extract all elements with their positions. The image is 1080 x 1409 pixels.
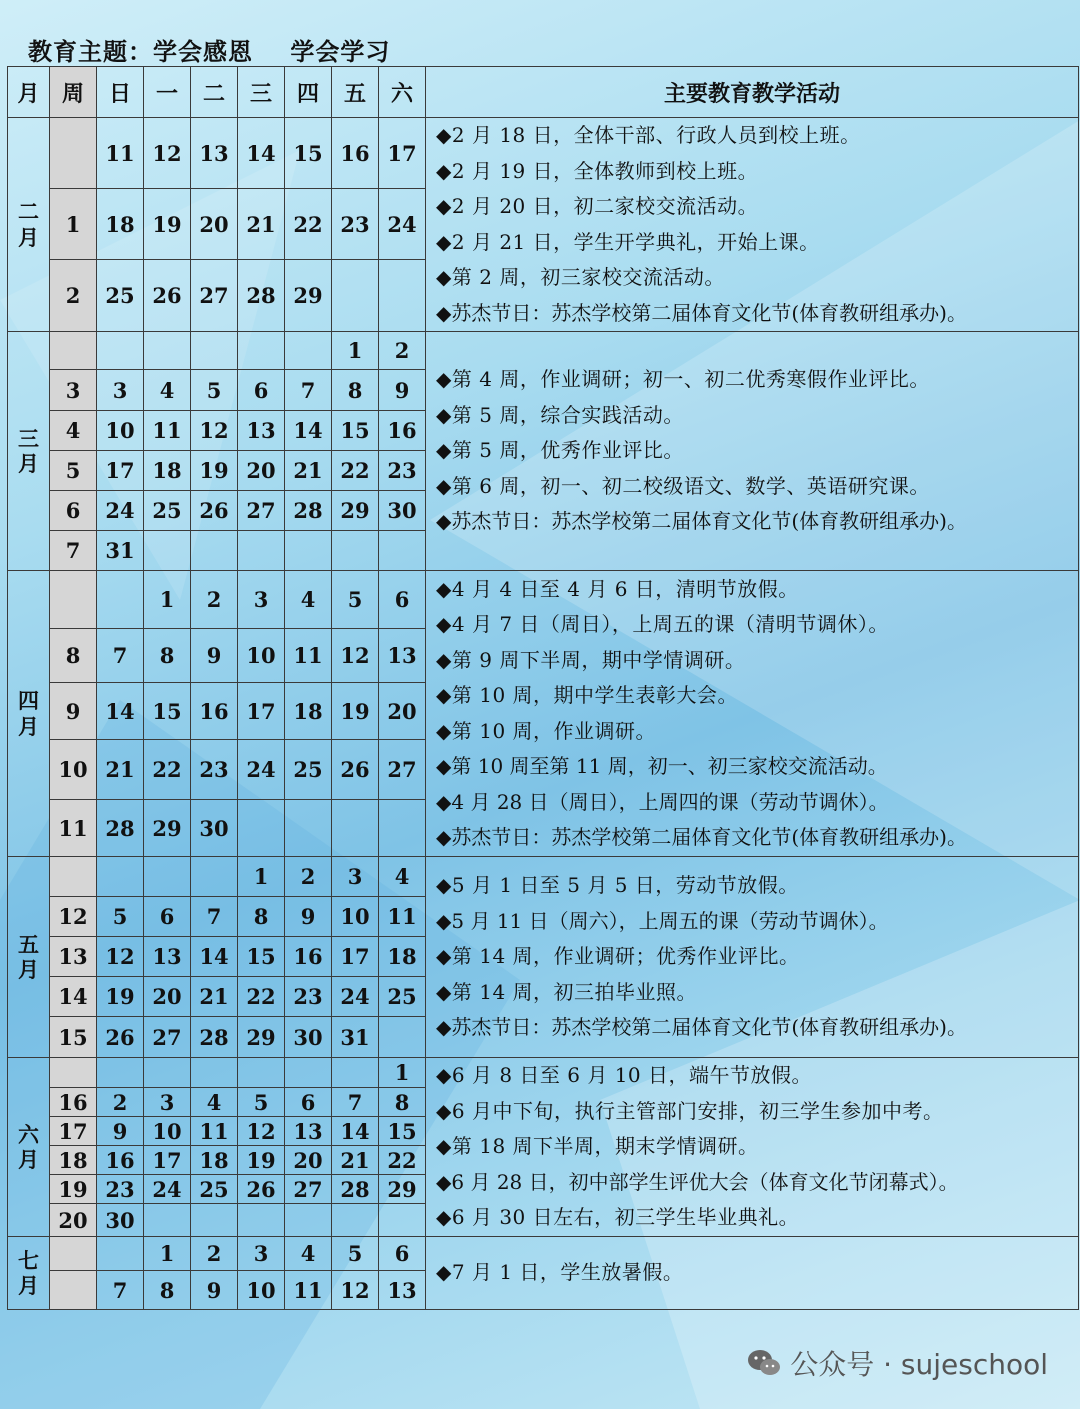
activity-item: ◆第 5 周，综合实践活动。 <box>436 402 684 427</box>
week-number: 16 <box>50 1088 97 1117</box>
day-cell: 3 <box>238 571 285 629</box>
watermark <box>746 1343 1048 1383</box>
day-cell: 15 <box>144 683 191 740</box>
day-cell: 14 <box>238 118 285 189</box>
day-cell: 27 <box>285 1175 332 1204</box>
week-number: 15 <box>50 1017 97 1058</box>
activity-item: ◆6 月 8 日至 6 月 10 日，端午节放假。 <box>436 1063 813 1088</box>
activity-item: ◆第 9 周下半周，期中学情调研。 <box>436 647 746 672</box>
month-label: 五 月 <box>8 857 50 1058</box>
activity-item: ◆7 月 1 日，学生放暑假。 <box>436 1260 684 1285</box>
day-cell: 4 <box>285 571 332 629</box>
week-number: 9 <box>50 683 97 740</box>
day-cell: 6 <box>379 1237 426 1271</box>
day-cell: 23 <box>97 1175 144 1204</box>
day-cell <box>97 1237 144 1271</box>
day-cell: 14 <box>332 1117 379 1146</box>
day-cell: 29 <box>332 491 379 531</box>
day-cell: 21 <box>285 451 332 491</box>
day-cell: 3 <box>144 1088 191 1117</box>
day-cell <box>97 857 144 897</box>
week-number <box>50 857 97 897</box>
day-cell: 28 <box>97 800 144 857</box>
day-cell: 11 <box>97 118 144 189</box>
day-cell: 12 <box>144 118 191 189</box>
day-cell: 12 <box>332 1271 379 1310</box>
day-cell: 18 <box>379 937 426 977</box>
day-cell: 27 <box>238 491 285 531</box>
header-row <box>8 67 1079 118</box>
activity-item: ◆第 18 周下半周，期末学情调研。 <box>436 1134 759 1159</box>
week-number: 7 <box>50 531 97 571</box>
day-cell <box>332 1204 379 1237</box>
day-cell: 30 <box>285 1017 332 1058</box>
day-cell: 14 <box>191 937 238 977</box>
day-cell: 6 <box>144 897 191 937</box>
activity-item: ◆4 月 4 日至 4 月 6 日，清明节放假。 <box>436 576 799 601</box>
activity-item: ◆第 4 周，作业调研；初一、初二优秀寒假作业评比。 <box>436 367 930 392</box>
day-cell: 29 <box>379 1175 426 1204</box>
day-cell: 16 <box>379 411 426 451</box>
day-cell <box>191 857 238 897</box>
day-cell: 12 <box>97 937 144 977</box>
day-cell: 13 <box>285 1117 332 1146</box>
day-cell: 28 <box>191 1017 238 1058</box>
day-cell: 22 <box>238 977 285 1017</box>
activity-item: ◆2 月 19 日，全体教师到校上班。 <box>436 158 759 183</box>
day-cell: 17 <box>144 1146 191 1175</box>
activity-item: ◆4 月 7 日（周日），上周五的课（清明节调休）。 <box>436 612 889 636</box>
day-cell <box>285 332 332 370</box>
day-cell <box>379 531 426 571</box>
day-cell: 26 <box>332 740 379 800</box>
day-cell: 15 <box>285 118 332 189</box>
day-cell: 21 <box>332 1146 379 1175</box>
day-cell: 10 <box>238 629 285 683</box>
day-cell <box>191 1058 238 1088</box>
month-label: 二 月 <box>8 118 50 332</box>
header-day: 二 <box>191 67 238 118</box>
day-cell: 16 <box>332 118 379 189</box>
activities-cell <box>426 1058 1079 1237</box>
day-cell: 19 <box>238 1146 285 1175</box>
day-cell: 7 <box>191 897 238 937</box>
day-cell <box>379 260 426 332</box>
day-cell: 11 <box>285 1271 332 1310</box>
activity-item: ◆苏杰节日：苏杰学校第二届体育文化节(体育教研组承办)。 <box>436 300 967 325</box>
activity-item: ◆6 月 30 日左右，初三学生毕业典礼。 <box>436 1205 800 1230</box>
week-number: 18 <box>50 1146 97 1175</box>
day-cell: 8 <box>238 897 285 937</box>
calendar-week-row <box>8 571 1079 629</box>
activity-item: ◆第 10 周至第 11 周，初一、初三家校交流活动。 <box>436 754 888 778</box>
activity-item: ◆2 月 20 日，初二家校交流活动。 <box>436 194 759 218</box>
day-cell: 28 <box>332 1175 379 1204</box>
day-cell <box>97 332 144 370</box>
day-cell: 8 <box>379 1088 426 1117</box>
day-cell: 21 <box>97 740 144 800</box>
day-cell: 1 <box>238 857 285 897</box>
month-label: 七 月 <box>8 1237 50 1310</box>
day-cell: 3 <box>332 857 379 897</box>
day-cell: 6 <box>285 1088 332 1117</box>
day-cell: 13 <box>379 629 426 683</box>
day-cell: 19 <box>97 977 144 1017</box>
day-cell: 20 <box>379 683 426 740</box>
day-cell: 21 <box>191 977 238 1017</box>
watermark-text: 公众号 · sujeschool <box>790 1348 1048 1381</box>
day-cell: 29 <box>144 800 191 857</box>
day-cell: 2 <box>97 1088 144 1117</box>
theme-title: 教育主题：学会感恩 学会学习 <box>28 38 391 66</box>
day-cell <box>238 800 285 857</box>
week-number <box>50 332 97 370</box>
day-cell: 29 <box>238 1017 285 1058</box>
day-cell <box>379 800 426 857</box>
day-cell: 9 <box>285 897 332 937</box>
day-cell: 18 <box>191 1146 238 1175</box>
day-cell: 30 <box>379 491 426 531</box>
day-cell <box>379 1017 426 1058</box>
day-cell: 9 <box>191 1271 238 1310</box>
day-cell: 25 <box>379 977 426 1017</box>
activity-item: ◆4 月 28 日（周日），上周四的课（劳动节调休）。 <box>436 789 889 814</box>
day-cell: 10 <box>238 1271 285 1310</box>
day-cell: 13 <box>379 1271 426 1310</box>
day-cell: 12 <box>191 411 238 451</box>
week-number: 3 <box>50 370 97 411</box>
header-day: 日 <box>97 67 144 118</box>
day-cell: 25 <box>144 491 191 531</box>
activity-item: ◆第 14 周，作业调研；优秀作业评比。 <box>436 944 800 969</box>
day-cell: 1 <box>144 1237 191 1271</box>
header-day: 四 <box>285 67 332 118</box>
activity-item: ◆第 10 周，期中学生表彰大会。 <box>436 683 739 707</box>
activity-item: ◆第 5 周，优秀作业评比。 <box>436 438 684 463</box>
day-cell: 30 <box>191 800 238 857</box>
day-cell: 11 <box>191 1117 238 1146</box>
day-cell <box>285 800 332 857</box>
day-cell: 31 <box>97 531 144 571</box>
day-cell: 20 <box>238 451 285 491</box>
activity-item: ◆第 6 周，初一、初二校级语文、数学、英语研究课。 <box>436 473 930 498</box>
day-cell: 26 <box>191 491 238 531</box>
day-cell <box>97 571 144 629</box>
day-cell <box>332 1058 379 1088</box>
activity-item: ◆5 月 11 日（周六），上周五的课（劳动节调休）。 <box>436 908 889 933</box>
day-cell: 15 <box>332 411 379 451</box>
week-number: 11 <box>50 800 97 857</box>
day-cell: 9 <box>191 629 238 683</box>
day-cell: 17 <box>332 937 379 977</box>
day-cell: 9 <box>97 1117 144 1146</box>
week-number: 12 <box>50 897 97 937</box>
day-cell: 2 <box>191 571 238 629</box>
day-cell: 27 <box>379 740 426 800</box>
day-cell: 8 <box>144 1271 191 1310</box>
day-cell: 17 <box>238 683 285 740</box>
day-cell: 22 <box>379 1146 426 1175</box>
activities-cell <box>426 1237 1079 1310</box>
day-cell: 9 <box>379 370 426 411</box>
day-cell: 22 <box>285 189 332 260</box>
activity-item: ◆2 月 18 日，全体干部、行政人员到校上班。 <box>436 123 861 147</box>
day-cell <box>238 1204 285 1237</box>
day-cell: 5 <box>332 571 379 629</box>
day-cell: 15 <box>379 1117 426 1146</box>
day-cell: 23 <box>191 740 238 800</box>
day-cell: 12 <box>238 1117 285 1146</box>
week-number: 4 <box>50 411 97 451</box>
day-cell: 21 <box>238 189 285 260</box>
day-cell: 14 <box>97 683 144 740</box>
day-cell: 5 <box>97 897 144 937</box>
activities-cell <box>426 332 1079 571</box>
week-number <box>50 1058 97 1088</box>
day-cell: 7 <box>332 1088 379 1117</box>
day-cell: 12 <box>332 629 379 683</box>
day-cell: 22 <box>144 740 191 800</box>
day-cell: 19 <box>332 683 379 740</box>
day-cell: 17 <box>97 451 144 491</box>
day-cell: 25 <box>191 1175 238 1204</box>
day-cell: 16 <box>97 1146 144 1175</box>
day-cell <box>238 1058 285 1088</box>
day-cell: 10 <box>144 1117 191 1146</box>
day-cell: 6 <box>379 571 426 629</box>
day-cell: 23 <box>285 977 332 1017</box>
day-cell: 23 <box>379 451 426 491</box>
day-cell: 23 <box>332 189 379 260</box>
day-cell: 4 <box>379 857 426 897</box>
day-cell: 28 <box>285 491 332 531</box>
day-cell <box>332 800 379 857</box>
day-cell: 5 <box>238 1088 285 1117</box>
day-cell: 3 <box>97 370 144 411</box>
week-number <box>50 118 97 189</box>
day-cell: 8 <box>332 370 379 411</box>
day-cell: 18 <box>144 451 191 491</box>
day-cell: 1 <box>332 332 379 370</box>
day-cell <box>144 1204 191 1237</box>
day-cell <box>238 332 285 370</box>
day-cell: 5 <box>191 370 238 411</box>
day-cell: 27 <box>144 1017 191 1058</box>
day-cell: 18 <box>285 683 332 740</box>
activity-item: ◆5 月 1 日至 5 月 5 日，劳动节放假。 <box>436 873 799 898</box>
day-cell <box>144 857 191 897</box>
month-label: 六 月 <box>8 1058 50 1237</box>
week-number: 20 <box>50 1204 97 1237</box>
day-cell: 1 <box>144 571 191 629</box>
day-cell: 22 <box>332 451 379 491</box>
day-cell: 26 <box>144 260 191 332</box>
activities-cell <box>426 857 1079 1058</box>
day-cell: 20 <box>191 189 238 260</box>
day-cell: 2 <box>285 857 332 897</box>
activity-item: ◆第 14 周，初三拍毕业照。 <box>436 979 698 1004</box>
day-cell: 19 <box>144 189 191 260</box>
activity-item: ◆苏杰节日：苏杰学校第二届体育文化节(体育教研组承办)。 <box>436 825 967 849</box>
activity-item: ◆第 10 周，作业调研。 <box>436 718 657 743</box>
activity-item: ◆苏杰节日：苏杰学校第二届体育文化节(体育教研组承办)。 <box>436 1015 967 1040</box>
day-cell: 2 <box>379 332 426 370</box>
day-cell <box>332 260 379 332</box>
header-activities: 主要教育教学活动 <box>426 67 1079 118</box>
day-cell: 7 <box>97 1271 144 1310</box>
day-cell: 4 <box>191 1088 238 1117</box>
activity-item: ◆6 月中下旬，执行主管部门安排，初三学生参加中考。 <box>436 1098 944 1123</box>
day-cell <box>191 531 238 571</box>
day-cell: 28 <box>238 260 285 332</box>
month-label: 四 月 <box>8 571 50 857</box>
week-number: 6 <box>50 491 97 531</box>
day-cell: 6 <box>238 370 285 411</box>
header-month: 月 <box>8 67 50 118</box>
day-cell: 24 <box>144 1175 191 1204</box>
calendar-body <box>8 118 1079 1310</box>
activity-item: ◆6 月 28 日，初中部学生评优大会（体育文化节闭幕式）。 <box>436 1169 959 1194</box>
day-cell: 14 <box>285 411 332 451</box>
day-cell: 16 <box>191 683 238 740</box>
day-cell: 2 <box>191 1237 238 1271</box>
day-cell: 7 <box>285 370 332 411</box>
day-cell <box>238 531 285 571</box>
week-number <box>50 1237 97 1271</box>
day-cell: 7 <box>97 629 144 683</box>
week-number: 10 <box>50 740 97 800</box>
day-cell: 25 <box>97 260 144 332</box>
week-number: 14 <box>50 977 97 1017</box>
day-cell: 11 <box>379 897 426 937</box>
day-cell <box>379 1204 426 1237</box>
day-cell <box>285 1204 332 1237</box>
day-cell: 1 <box>379 1058 426 1088</box>
header-day: 六 <box>379 67 426 118</box>
calendar-table <box>7 66 1079 1310</box>
day-cell <box>285 1058 332 1088</box>
day-cell <box>144 531 191 571</box>
day-cell: 11 <box>285 629 332 683</box>
day-cell: 17 <box>379 118 426 189</box>
week-number: 5 <box>50 451 97 491</box>
day-cell <box>285 531 332 571</box>
day-cell: 13 <box>144 937 191 977</box>
activity-item: ◆2 月 21 日，学生开学典礼，开始上课。 <box>436 229 820 254</box>
day-cell: 26 <box>238 1175 285 1204</box>
day-cell: 3 <box>238 1237 285 1271</box>
day-cell: 10 <box>97 411 144 451</box>
header-day: 一 <box>144 67 191 118</box>
day-cell <box>191 1204 238 1237</box>
day-cell <box>144 332 191 370</box>
month-label: 三 月 <box>8 332 50 571</box>
activity-item: ◆第 2 周，初三家校交流活动。 <box>436 265 725 289</box>
day-cell <box>144 1058 191 1088</box>
day-cell: 29 <box>285 260 332 332</box>
day-cell: 20 <box>144 977 191 1017</box>
week-number: 19 <box>50 1175 97 1204</box>
day-cell: 24 <box>332 977 379 1017</box>
week-number <box>50 1271 97 1310</box>
week-number: 1 <box>50 189 97 260</box>
day-cell: 25 <box>285 740 332 800</box>
week-number: 8 <box>50 629 97 683</box>
calendar-week-row <box>8 332 1079 370</box>
week-number <box>50 571 97 629</box>
day-cell <box>97 1058 144 1088</box>
day-cell: 24 <box>379 189 426 260</box>
day-cell: 30 <box>97 1204 144 1237</box>
wechat-icon <box>746 1348 782 1378</box>
day-cell <box>191 332 238 370</box>
day-cell: 20 <box>285 1146 332 1175</box>
day-cell: 8 <box>144 629 191 683</box>
day-cell: 15 <box>238 937 285 977</box>
calendar-week-row <box>8 857 1079 897</box>
calendar-week-row <box>8 1058 1079 1088</box>
day-cell: 10 <box>332 897 379 937</box>
activities-cell <box>426 118 1079 332</box>
header-day: 三 <box>238 67 285 118</box>
day-cell: 4 <box>144 370 191 411</box>
calendar-week-row <box>8 1237 1079 1271</box>
day-cell: 24 <box>97 491 144 531</box>
week-number: 17 <box>50 1117 97 1146</box>
day-cell: 24 <box>238 740 285 800</box>
day-cell: 13 <box>191 118 238 189</box>
day-cell: 27 <box>191 260 238 332</box>
activities-cell <box>426 571 1079 857</box>
day-cell: 13 <box>238 411 285 451</box>
day-cell: 11 <box>144 411 191 451</box>
day-cell: 31 <box>332 1017 379 1058</box>
week-number: 13 <box>50 937 97 977</box>
day-cell: 18 <box>97 189 144 260</box>
week-number: 2 <box>50 260 97 332</box>
day-cell: 5 <box>332 1237 379 1271</box>
day-cell: 26 <box>97 1017 144 1058</box>
header-day: 五 <box>332 67 379 118</box>
day-cell: 19 <box>191 451 238 491</box>
calendar-week-row <box>8 118 1079 189</box>
day-cell <box>332 531 379 571</box>
day-cell: 16 <box>285 937 332 977</box>
day-cell: 4 <box>285 1237 332 1271</box>
activity-item: ◆苏杰节日：苏杰学校第二届体育文化节(体育教研组承办)。 <box>436 509 967 534</box>
header-week: 周 <box>50 67 97 118</box>
